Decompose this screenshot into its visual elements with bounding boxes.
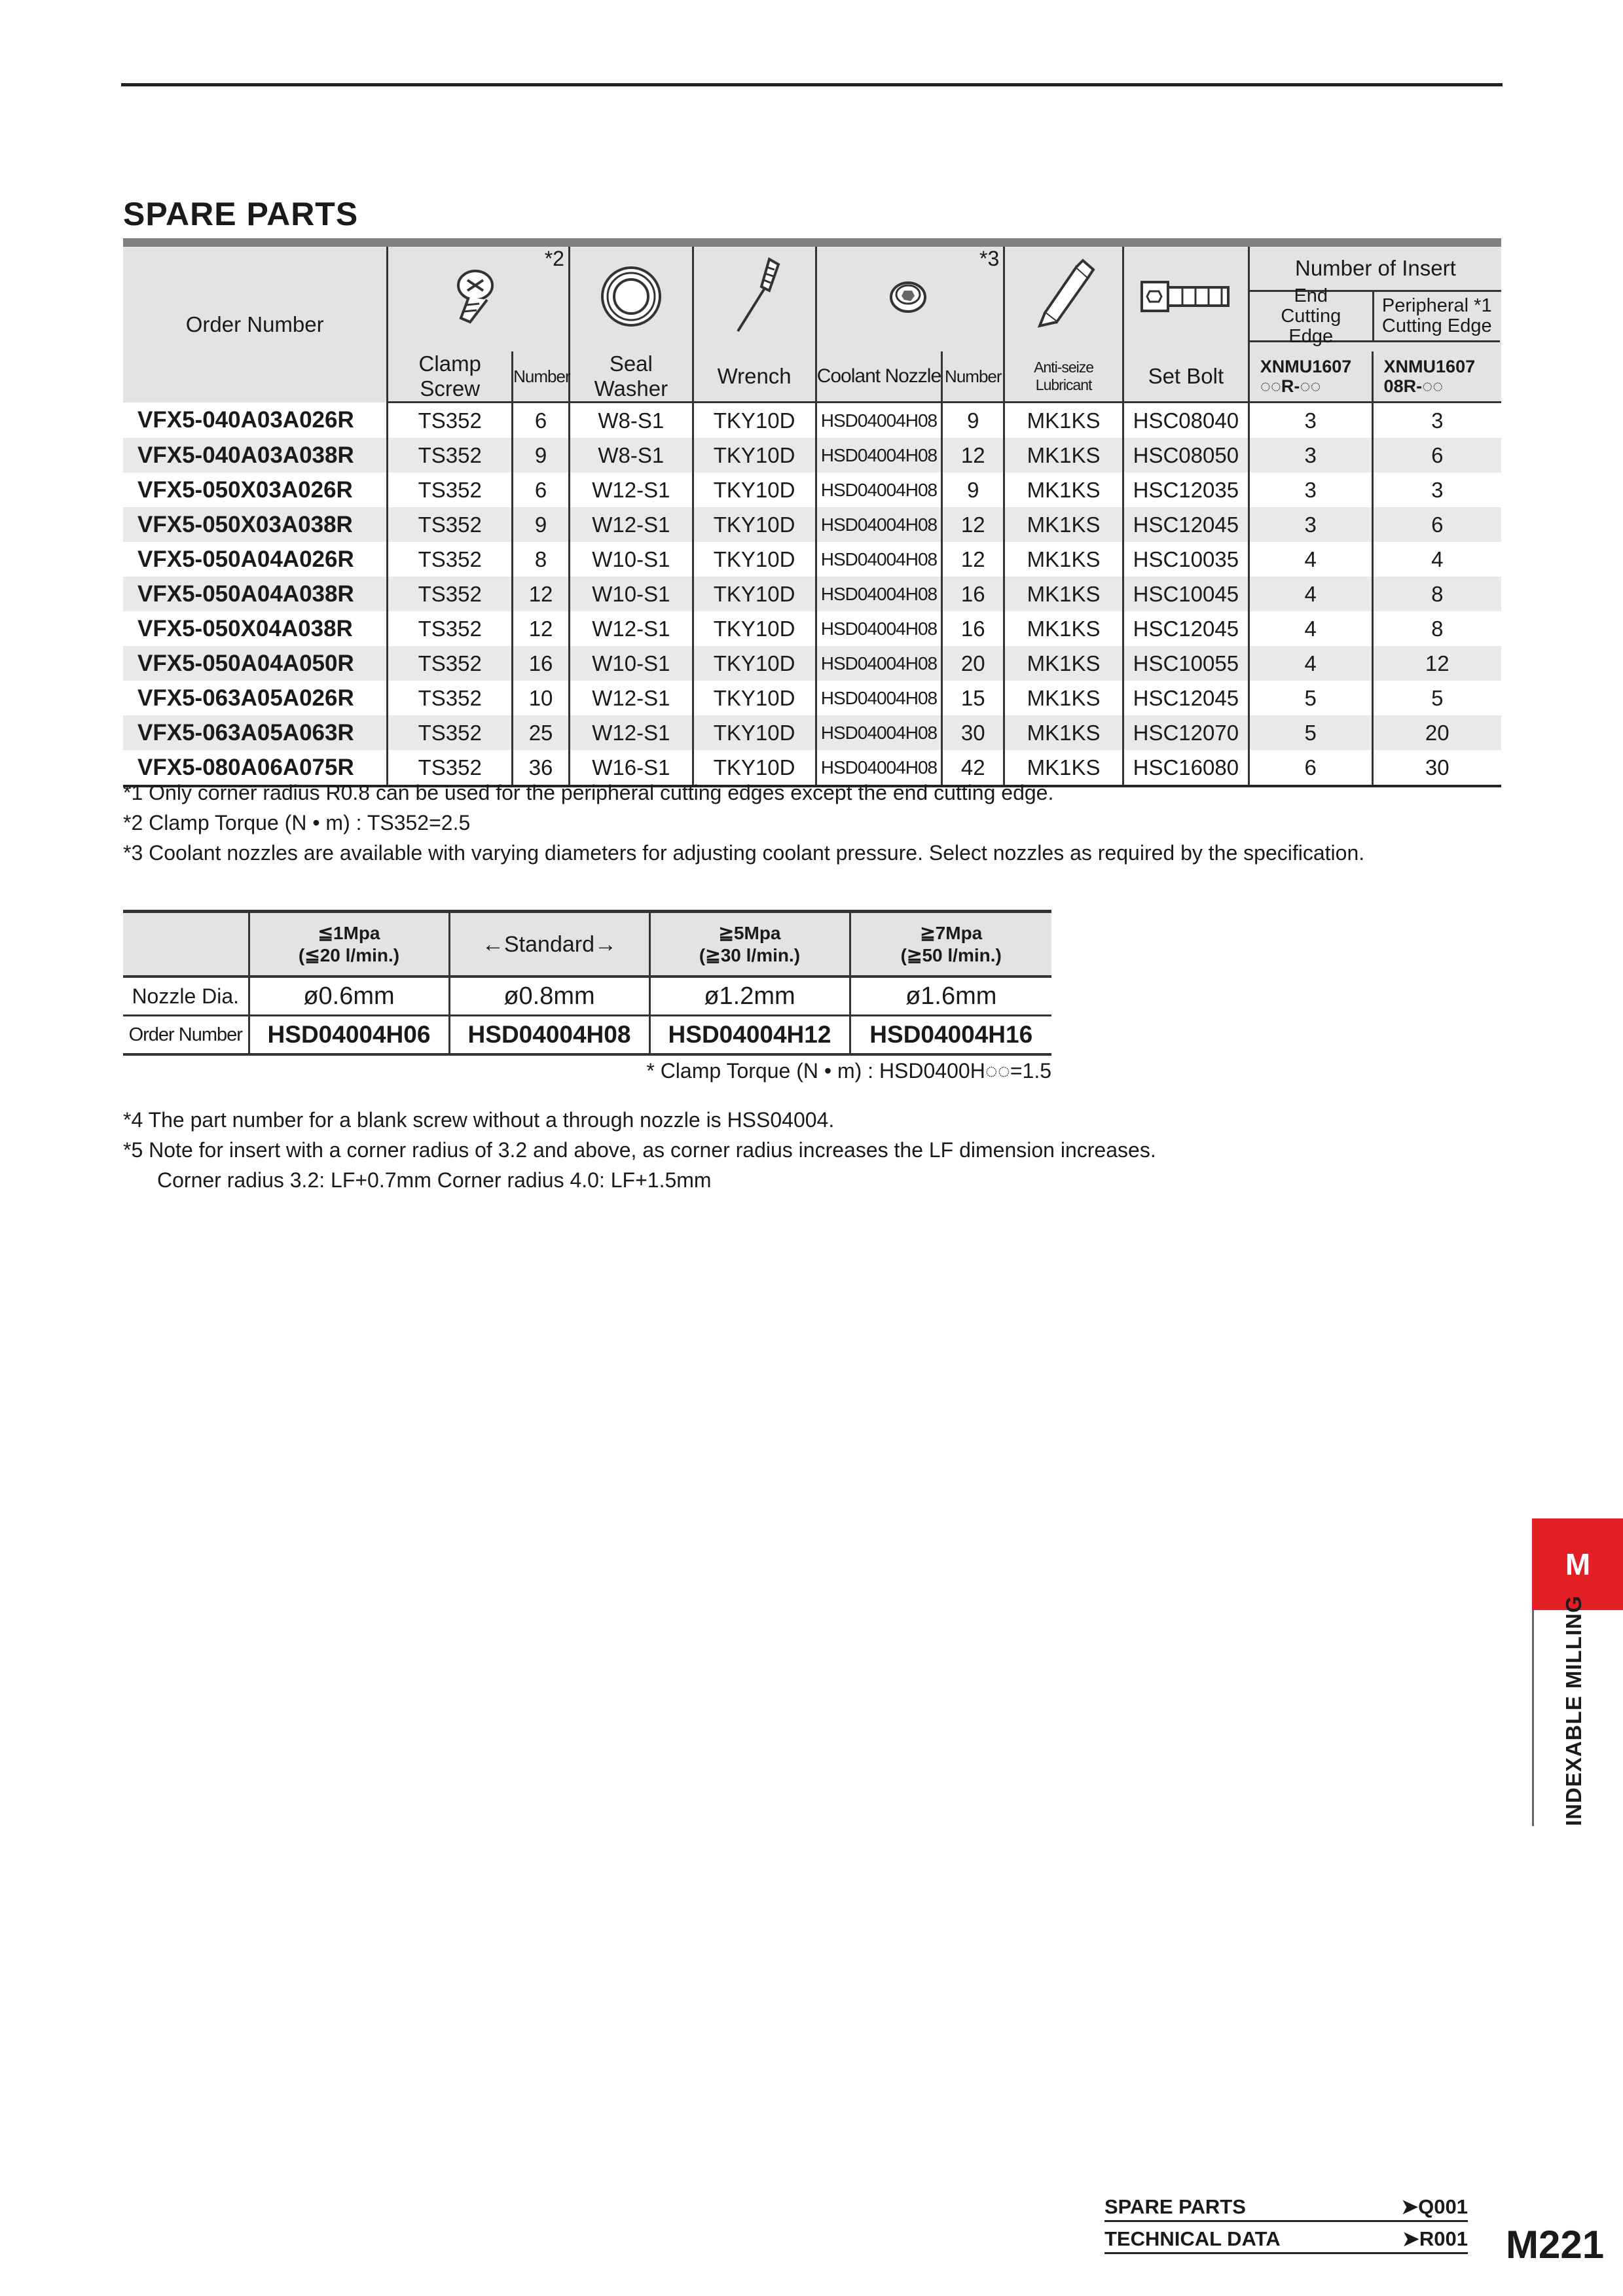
insert2-suffix: 08R-◌◌	[1383, 376, 1444, 396]
number-of-insert-header: Number of Insert	[1250, 247, 1501, 292]
lubricant-cell: MK1KS	[1004, 646, 1123, 681]
lubricant-cell: MK1KS	[1004, 438, 1123, 473]
order-number-cell: VFX5-050X04A038R	[137, 615, 353, 641]
table-row	[123, 507, 1501, 542]
peripheral-edge-count-cell: 20	[1372, 715, 1501, 750]
set-bolt-cell: HSC10055	[1123, 646, 1249, 681]
peripheral-edge-count-cell: 12	[1372, 646, 1501, 681]
set-bolt-cell: HSC10035	[1123, 542, 1249, 577]
wrench-cell: TKY10D	[693, 438, 816, 473]
nozzle-order-3: HSD04004H12	[649, 1016, 850, 1055]
nozzle-dia-label: Nozzle Dia.	[123, 977, 249, 1016]
number-cell: 12	[513, 577, 570, 611]
number-cell: 9	[513, 507, 570, 542]
spare-parts-table	[123, 247, 1501, 787]
number-cell: 16	[513, 646, 570, 681]
peripheral-edge-count-cell: 3	[1372, 403, 1501, 439]
set-bolt-icon-cell	[1123, 247, 1249, 351]
side-tab-rule	[1532, 1610, 1534, 1826]
coolant-nozzle-cell: HSD04004H08	[816, 681, 942, 715]
coolant-nozzle-header: Coolant Nozzle	[816, 351, 942, 403]
end-cutting-edge-label: End Cutting Edge	[1281, 285, 1341, 347]
coolant-nozzle-cell: HSD04004H08	[816, 646, 942, 681]
end-edge-count-cell: 3	[1249, 507, 1372, 542]
wrench-cell: TKY10D	[693, 403, 816, 439]
end-edge-count-cell: 4	[1249, 646, 1372, 681]
insert1-code: XNMU1607	[1260, 357, 1352, 376]
nozzle-order-2: HSD04004H08	[449, 1016, 649, 1055]
peripheral-edge-count-cell: 3	[1372, 473, 1501, 507]
note-2: *2 Clamp Torque (N • m) : TS352=2.5	[123, 811, 471, 834]
lubricant-cell: MK1KS	[1004, 681, 1123, 715]
table-row	[123, 681, 1501, 715]
nozzle-number-cell: 12	[942, 438, 1004, 473]
clamp-screw-cell: TS352	[388, 646, 513, 681]
number-header: Number	[513, 351, 570, 403]
wrench-cell: TKY10D	[693, 473, 816, 507]
end-edge-count-cell: 5	[1249, 715, 1372, 750]
seal-washer-cell: W12-S1	[569, 611, 693, 646]
table-top-bar	[123, 238, 1501, 247]
notes-block-2	[123, 1105, 1156, 1195]
nozzle-header-4-l1: ≧7Mpa	[920, 922, 983, 943]
seal-washer-cell: W12-S1	[569, 473, 693, 507]
nozzle-number-cell: 16	[942, 577, 1004, 611]
peripheral-edge-count-cell: 4	[1372, 542, 1501, 577]
end-edge-count-cell: 4	[1249, 542, 1372, 577]
top-rule	[121, 83, 1503, 86]
coolant-nozzle-cell: HSD04004H08	[816, 403, 942, 439]
nozzle-number-cell: 20	[942, 646, 1004, 681]
clamp-screw-cell: TS352	[388, 681, 513, 715]
order-number-cell: VFX5-050X03A038R	[123, 507, 388, 542]
order-number-cell: VFX5-063A05A063R	[123, 715, 388, 750]
nozzle-number-cell: 16	[942, 611, 1004, 646]
notes-block-1	[123, 778, 1364, 868]
end-edge-count-cell: 3	[1249, 403, 1372, 439]
number2-header: Number	[942, 351, 1004, 403]
wrench-icon-cell	[693, 247, 816, 351]
wrench-cell: TKY10D	[693, 681, 816, 715]
clamp-screw-cell: TS352	[388, 403, 513, 439]
seal-washer-cell: W16-S1	[569, 750, 693, 786]
lubricant-cell: MK1KS	[1004, 750, 1123, 786]
number-cell: 12	[513, 611, 570, 646]
set-bolt-cell: HSC12035	[1123, 473, 1249, 507]
footer-link-ref: ➤Q001	[1401, 2195, 1468, 2218]
nozzle-order-1: HSD04004H06	[249, 1016, 449, 1055]
seal-washer-cell: W10-S1	[569, 577, 693, 611]
clamp-screw-cell: TS352	[388, 715, 513, 750]
page-number: M221	[1506, 2223, 1605, 2267]
number-cell: 6	[513, 403, 570, 439]
lubricant-header: Anti-seize Lubricant	[1004, 351, 1123, 403]
end-edge-count-cell: 4	[1249, 611, 1372, 646]
nozzle-number-cell: 12	[942, 507, 1004, 542]
end-edge-count-cell: 3	[1249, 438, 1372, 473]
wrench-cell: TKY10D	[693, 542, 816, 577]
lubricant-icon-cell	[1004, 247, 1123, 351]
coolant-nozzle-cell: HSD04004H08	[816, 577, 942, 611]
clamp-screw-cell: TS352	[388, 473, 513, 507]
nozzle-number-cell: 15	[942, 681, 1004, 715]
wrench-cell: TKY10D	[693, 507, 816, 542]
set-bolt-cell: HSC12070	[1123, 715, 1249, 750]
lubricant-cell: MK1KS	[1004, 715, 1123, 750]
end-cutting-edge-header	[1250, 285, 1372, 347]
set-bolt-cell: HSC16080	[1123, 750, 1249, 786]
order-number-cell: VFX5-050A04A050R	[123, 646, 388, 681]
peripheral-edge-count-cell: 5	[1372, 681, 1501, 715]
end-edge-count-cell: 6	[1249, 750, 1372, 786]
peripheral-edge-count-cell: 8	[1372, 611, 1501, 646]
table-row	[123, 438, 1501, 473]
footer-link-label: SPARE PARTS	[1104, 2195, 1246, 2218]
clamp-screw-header: Clamp Screw	[388, 351, 513, 403]
table-row	[123, 646, 1501, 681]
order-number-cell: VFX5-050A04A038R	[123, 577, 388, 611]
nozzle-torque-note: * Clamp Torque (N • m) : HSD0400H◌◌=1.5	[646, 1059, 1051, 1083]
seal-washer-icon-cell	[569, 247, 693, 351]
cutting-edge-label: Cutting Edge	[1381, 315, 1492, 336]
nozzle-number-cell: 9	[942, 473, 1004, 507]
nozzle-number-cell: 30	[942, 715, 1004, 750]
nozzle-dia-4: ø1.6mm	[850, 977, 1051, 1016]
coolant-nozzle-cell: HSD04004H08	[816, 715, 942, 750]
coolant-nozzle-cell: HSD04004H08	[816, 542, 942, 577]
seal-washer-icon	[595, 260, 667, 332]
lubricant-cell: MK1KS	[1004, 542, 1123, 577]
peripheral-edge-count-cell: 6	[1372, 438, 1501, 473]
set-bolt-cell: HSC08050	[1123, 438, 1249, 473]
nozzle-dia-2: ø0.8mm	[449, 977, 649, 1016]
clamp-screw-cell: TS352	[388, 750, 513, 786]
wrench-cell: TKY10D	[693, 611, 816, 646]
order-number-cell: VFX5-080A06A075R	[123, 750, 388, 786]
spare-parts-body	[123, 403, 1501, 787]
number-cell: 8	[513, 542, 570, 577]
coolant-nozzle-cell: HSD04004H08	[816, 473, 942, 507]
nozzle-order-label: Order Number	[123, 1016, 249, 1055]
nozzle-header-3	[649, 912, 850, 977]
clamp-screw-cell: TS352	[388, 577, 513, 611]
lubricant-cell: MK1KS	[1004, 473, 1123, 507]
section-title: SPARE PARTS	[123, 196, 359, 232]
footer-link-label: TECHNICAL DATA	[1104, 2227, 1281, 2250]
nozzle-header-3-l1: ≧5Mpa	[718, 922, 781, 943]
lubricant-cell: MK1KS	[1004, 403, 1123, 439]
seal-washer-cell: W12-S1	[569, 681, 693, 715]
coolant-nozzle-cell: HSD04004H08	[816, 507, 942, 542]
nozzle-table	[123, 910, 1051, 1056]
nozzle-header-blank	[123, 912, 249, 977]
set-bolt-cell: HSC12045	[1123, 611, 1249, 646]
peripheral-edge-count-cell: 8	[1372, 577, 1501, 611]
nozzle-order-4: HSD04004H16	[850, 1016, 1051, 1055]
number-cell: 25	[513, 715, 570, 750]
set-bolt-header: Set Bolt	[1123, 351, 1249, 403]
seal-washer-cell: W12-S1	[569, 507, 693, 542]
insert1-header	[1249, 351, 1372, 403]
nozzle-dia-1: ø0.6mm	[249, 977, 449, 1016]
clamp-screw-cell: TS352	[388, 611, 513, 646]
peripheral-star: *1	[1474, 295, 1492, 316]
order-number-cell: VFX5-050A04A026R	[137, 546, 354, 572]
peripheral-label: Peripheral	[1381, 295, 1469, 316]
footer-link-ref: ➤R001	[1402, 2227, 1468, 2250]
wrench-icon	[718, 254, 790, 339]
insert1-suffix: ◌◌R-◌◌	[1260, 376, 1321, 396]
set-bolt-cell: HSC10045	[1123, 577, 1249, 611]
table-row	[123, 542, 1501, 577]
lubricant-tube-icon	[1028, 254, 1100, 339]
insert2-code: XNMU1607	[1383, 357, 1476, 376]
note-5: *5 Note for insert with a corner radius of 3.2 and above, as corner radius increases the LF dimension increases.	[123, 1138, 1156, 1162]
nozzle-header-2: ←Standard→	[449, 912, 649, 977]
clamp-screw-icon-cell	[388, 247, 570, 351]
note-1: *1 Only corner radius R0.8 can be used for the peripheral cutting edges except the end cutting edge.	[123, 781, 1054, 804]
star2-mark: *2	[544, 247, 564, 270]
end-edge-count-cell: 5	[1249, 681, 1372, 715]
nozzle-header-1-l2: (≦20 l/min.)	[298, 944, 400, 965]
nozzle-header-3-l2: (≧30 l/min.)	[699, 944, 801, 965]
wrench-header: Wrench	[693, 351, 816, 403]
coolant-nozzle-icon	[881, 267, 939, 326]
note-5-detail: Corner radius 3.2: LF+0.7mm Corner radius 4.0: LF+1.5mm	[157, 1168, 712, 1192]
table-row	[123, 715, 1501, 750]
nozzle-number-cell: 9	[942, 403, 1004, 439]
set-bolt-cell: HSC08040	[1123, 403, 1249, 439]
order-number-cell: VFX5-040A03A026R	[137, 406, 354, 433]
footer-link-spare-parts[interactable]	[1104, 2189, 1468, 2222]
note-4: *4 The part number for a blank screw without a through nozzle is HSS04004.	[123, 1108, 835, 1132]
coolant-nozzle-cell: HSD04004H08	[816, 438, 942, 473]
table-row	[123, 577, 1501, 611]
seal-washer-cell: W8-S1	[569, 438, 693, 473]
nozzle-header-1	[249, 912, 449, 977]
end-edge-count-cell: 4	[1249, 577, 1372, 611]
nozzle-number-cell: 42	[942, 750, 1004, 786]
order-number-header: Order Number	[123, 247, 388, 403]
lubricant-cell: MK1KS	[1004, 611, 1123, 646]
nozzle-number-cell: 12	[942, 542, 1004, 577]
section-tab[interactable]: M	[1532, 1518, 1623, 1610]
nozzle-dia-3: ø1.2mm	[649, 977, 850, 1016]
seal-washer-cell: W10-S1	[569, 542, 693, 577]
note-3: *3 Coolant nozzles are available with varying diameters for adjusting coolant pressure. Select nozzles as required by the specification.	[123, 841, 1365, 865]
order-number-cell: VFX5-050X03A026R	[137, 476, 353, 503]
clamp-screw-cell: TS352	[388, 507, 513, 542]
coolant-nozzle-cell: HSD04004H08	[816, 611, 942, 646]
clamp-screw-icon	[449, 260, 508, 332]
peripheral-edge-count-cell: 6	[1372, 507, 1501, 542]
number-cell: 10	[513, 681, 570, 715]
footer-link-technical-data[interactable]	[1104, 2221, 1468, 2254]
coolant-nozzle-cell: HSD04004H08	[816, 750, 942, 786]
section-tab-label: INDEXABLE MILLING	[1561, 1595, 1586, 1826]
peripheral-edge-count-cell: 30	[1372, 750, 1501, 786]
nozzle-header-1-l1: ≦1Mpa	[318, 922, 380, 943]
number-cell: 9	[513, 438, 570, 473]
seal-washer-cell: W10-S1	[569, 646, 693, 681]
seal-washer-cell: W12-S1	[569, 715, 693, 750]
seal-washer-header: Seal Washer	[569, 351, 693, 403]
wrench-cell: TKY10D	[693, 577, 816, 611]
insert2-header	[1372, 351, 1501, 403]
table-row	[123, 473, 1501, 507]
set-bolt-cell: HSC12045	[1123, 681, 1249, 715]
nozzle-header-4	[850, 912, 1051, 977]
set-bolt-cell: HSC12045	[1123, 507, 1249, 542]
number-cell: 6	[513, 473, 570, 507]
table-row	[123, 403, 1501, 439]
set-bolt-icon	[1137, 270, 1235, 323]
clamp-screw-cell: TS352	[388, 438, 513, 473]
seal-washer-cell: W8-S1	[569, 403, 693, 439]
wrench-cell: TKY10D	[693, 646, 816, 681]
end-edge-count-cell: 3	[1249, 473, 1372, 507]
coolant-nozzle-icon-cell	[816, 247, 1004, 351]
insert-header-group	[1249, 247, 1501, 351]
nozzle-header-4-l2: (≧50 l/min.)	[900, 944, 1002, 965]
wrench-cell: TKY10D	[693, 715, 816, 750]
number-cell: 36	[513, 750, 570, 786]
table-row	[123, 611, 1501, 646]
lubricant-cell: MK1KS	[1004, 507, 1123, 542]
order-number-cell: VFX5-040A03A038R	[123, 438, 388, 473]
order-number-cell: VFX5-063A05A026R	[137, 685, 354, 711]
peripheral-cutting-edge-header	[1372, 292, 1500, 342]
star3-mark: *3	[979, 247, 1000, 270]
clamp-screw-cell: TS352	[388, 542, 513, 577]
wrench-cell: TKY10D	[693, 750, 816, 786]
lubricant-cell: MK1KS	[1004, 577, 1123, 611]
